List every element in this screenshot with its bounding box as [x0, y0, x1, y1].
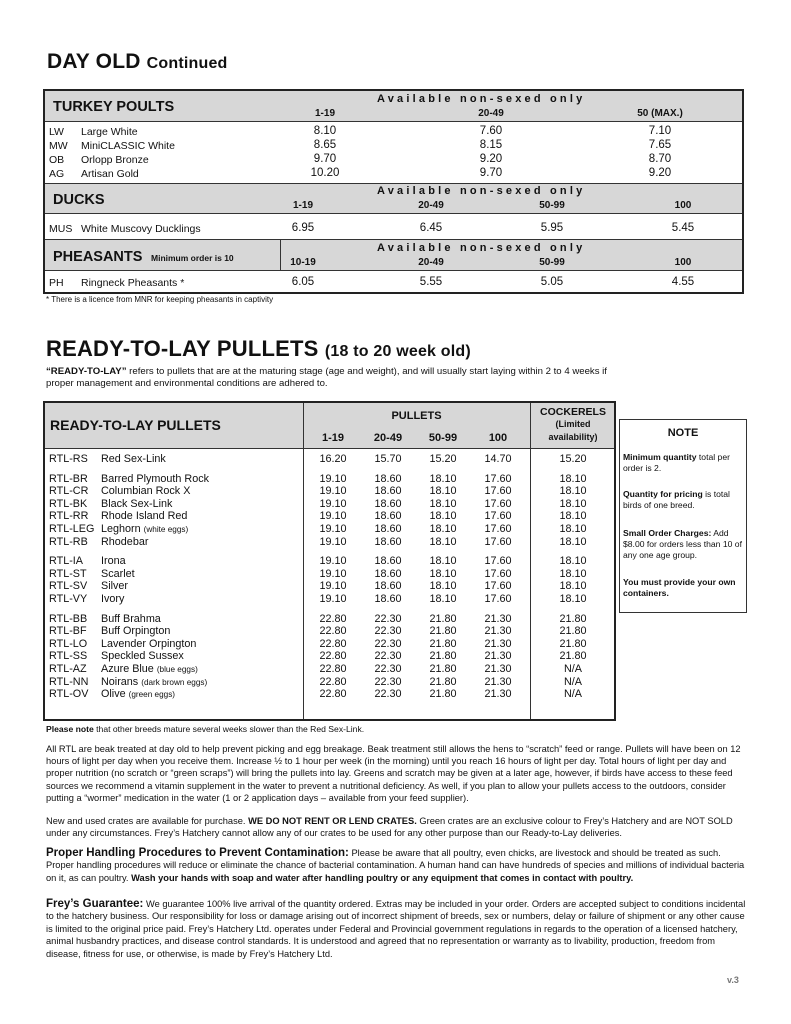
rtl-title-main: READY-TO-LAY PULLETS — [46, 336, 319, 361]
rtl-breed-name: Barred Plymouth Rock — [101, 472, 210, 485]
guarantee-title: Frey’s Guarantee: — [46, 898, 144, 910]
rtl-breed — [101, 555, 126, 567]
cockerels-label: COCKERELS — [540, 406, 606, 418]
rtl-breed — [101, 650, 184, 662]
price-cell: 17.60 — [484, 497, 512, 510]
rtl-row — [45, 510, 614, 523]
cockerel-price-cell: 18.10 — [559, 593, 587, 605]
price-cell: 21.30 — [484, 637, 512, 650]
price-cell: 17.60 — [484, 535, 512, 548]
rtl-code: RTL-VY — [49, 593, 88, 605]
price-cell: 22.30 — [374, 637, 402, 650]
price-cell: 22.30 — [374, 625, 402, 638]
price-cell: 19.10 — [319, 485, 347, 498]
rtl-code: RTL-SS — [49, 650, 88, 663]
rtl-row — [45, 555, 614, 568]
price-cell: 15.70 — [374, 453, 402, 465]
row-code: MW — [49, 140, 68, 152]
guarantee-paragraph — [46, 898, 746, 960]
rtl-breed — [101, 473, 209, 485]
rtl-col-3: 50-99 — [428, 432, 458, 444]
cockerel-price-cell: 18.10 — [559, 580, 587, 593]
price-cell: 8.10 — [313, 125, 337, 137]
price-cell: 21.80 — [429, 675, 457, 688]
price-cell: 22.80 — [319, 688, 347, 701]
rtl-breed-name: Rhode Island Red — [101, 510, 188, 523]
row-name: White Muscovy Ducklings — [81, 223, 201, 235]
rtl-row — [45, 568, 614, 581]
price-cell: 17.60 — [484, 510, 512, 523]
price-cell: 19.10 — [319, 593, 347, 605]
price-cell: 8.15 — [479, 139, 503, 151]
rtl-egg-note: (white eggs) — [143, 525, 189, 534]
rtl-breed-name: Speckled Sussex — [101, 650, 184, 663]
price-cell: 19.10 — [319, 580, 347, 593]
price-cell: 21.30 — [484, 663, 512, 675]
rtl-breed-name: Scarlet — [101, 567, 135, 580]
rtl-code: RTL-IA — [49, 555, 83, 568]
price-cell: 4.55 — [671, 276, 695, 288]
rtl-title-sub: (18 to 20 week old) — [324, 343, 471, 360]
price-cell: 21.30 — [484, 650, 512, 663]
note-qty-pricing — [623, 489, 745, 511]
row-code: OB — [49, 154, 65, 166]
handling-paragraph — [46, 847, 746, 884]
price-cell: 22.30 — [374, 612, 402, 625]
cockerel-price-cell: 18.10 — [559, 523, 587, 535]
price-cell: 18.10 — [429, 510, 457, 523]
price-cell: 22.30 — [374, 688, 402, 701]
price-cell: 21.80 — [429, 612, 457, 625]
price-cell: 15.20 — [429, 453, 457, 465]
rtl-breed-name: Leghorn — [101, 523, 141, 535]
row-code: AG — [49, 168, 65, 180]
please-note-text: that other breeds mature several weeks slower than the Red Sex-Link. — [93, 724, 365, 734]
price-cell: 18.10 — [429, 580, 457, 593]
price-cell: 21.80 — [429, 625, 457, 638]
row-name: MiniCLASSIC White — [81, 140, 175, 152]
rtl-intro-bold: “READY-TO-LAY” — [46, 366, 127, 377]
price-cell: 17.60 — [484, 555, 512, 568]
cockerel-price-cell: 21.80 — [559, 625, 587, 638]
rtl-row — [45, 650, 614, 663]
price-cell: 9.70 — [479, 167, 503, 179]
rtl-code: RTL-BB — [49, 612, 88, 625]
price-cell: 18.10 — [429, 485, 457, 498]
price-cell: 21.80 — [429, 688, 457, 701]
rtl-breed — [101, 613, 161, 625]
price-cell: 22.80 — [319, 650, 347, 663]
rtl-breed — [101, 498, 172, 510]
price-cell: 7.60 — [479, 125, 503, 137]
turkey-banner: Available non-sexed only — [377, 93, 586, 105]
rtl-breed-name: Rhodebar — [101, 535, 149, 548]
rtl-row — [45, 580, 614, 593]
row-name: Large White — [81, 126, 138, 138]
rtl-breed — [101, 676, 207, 688]
cockerel-price-cell: 21.80 — [559, 650, 587, 663]
rtl-row — [45, 536, 614, 549]
price-cell: 21.80 — [429, 637, 457, 650]
pullets-label: PULLETS — [391, 410, 442, 422]
note-title: NOTE — [667, 427, 699, 439]
note-min-qty-bold: Minimum quantity — [623, 452, 697, 462]
pheasants-banner: Available non-sexed only — [377, 242, 586, 254]
rtl-breed-name: Olive — [101, 688, 126, 701]
price-cell: 9.20 — [479, 153, 503, 165]
cockerel-price-cell: 18.10 — [559, 510, 587, 523]
rtl-intro-text: refers to pullets that are at the maturing stage (age and weight), and will usually start laying within 2 to 4 weeks if proper management and environmental conditions are adhered to. — [46, 366, 607, 390]
rtl-code: RTL-OV — [49, 688, 89, 701]
ducks-col-3: 50-99 — [539, 200, 565, 211]
rtl-please-note — [46, 724, 364, 734]
rtl-col-2: 20-49 — [373, 432, 403, 444]
pheasants-title: PHEASANTS — [53, 249, 143, 265]
rtl-breed-name: Ivory — [101, 593, 125, 605]
price-cell: 17.60 — [484, 523, 512, 535]
rtl-row — [45, 473, 614, 486]
rtl-row — [45, 485, 614, 498]
rtl-row — [45, 613, 614, 626]
price-cell: 5.55 — [419, 276, 443, 288]
turkey-col-3: 50 (MAX.) — [637, 108, 683, 119]
price-cell: 17.60 — [484, 472, 512, 485]
price-cell: 18.60 — [374, 555, 402, 568]
note-small-order-text: Add $8.00 for orders less than 10 of any one age group. — [623, 528, 742, 560]
cockerels-label-2: (Limited — [555, 419, 591, 429]
rtl-breed-name: Silver — [101, 580, 128, 593]
rtl-row — [45, 593, 614, 606]
rtl-breed — [101, 663, 198, 675]
rtl-code: RTL-RB — [49, 535, 88, 548]
rtl-col-4: 100 — [488, 432, 508, 444]
rtl-row — [45, 663, 614, 676]
note-box — [619, 419, 747, 613]
page-title-main: DAY OLD — [47, 50, 141, 73]
price-cell: 21.80 — [429, 650, 457, 663]
price-cell: 5.45 — [671, 222, 695, 234]
ducks-banner: Available non-sexed only — [377, 185, 586, 197]
rtl-breed — [101, 625, 170, 637]
row-name: Orlopp Bronze — [81, 154, 149, 166]
rtl-breed — [101, 485, 190, 497]
price-cell: 6.45 — [419, 222, 443, 234]
price-cell: 18.10 — [429, 567, 457, 580]
price-cell: 18.60 — [374, 567, 402, 580]
rtl-code: RTL-BF — [49, 625, 87, 638]
rtl-code: RTL-AZ — [49, 663, 87, 675]
price-cell: 22.80 — [319, 625, 347, 638]
rtl-breed-name: Columbian Rock X — [101, 485, 191, 498]
price-cell: 17.60 — [484, 485, 512, 498]
cockerel-price-cell: N/A — [564, 675, 582, 688]
price-cell: 6.05 — [291, 276, 315, 288]
rtl-breed — [101, 453, 166, 465]
rtl-code: RTL-NN — [49, 675, 89, 688]
price-cell: 6.95 — [291, 222, 315, 234]
guarantee-text: We guarantee 100% live arrival of the quantity ordered. Extras may be included in your order. Orders are accepted subject to conditions incidental to the hatchery business. Our responsibility for loss or damage arising out of incorrect shipment of breeds, sex or numbers, delay or failure of shipment or any other cause is limited to the original price paid. Frey’s Hatchery Ltd. operates under Federal and Provincial government regulations in regards to the operation of a licensed hatchery, animal husbandry practices, and disease control standards. It is understood and agreed that no representation or warranty as to livability, production, freedom from disease, fitness for use, or otherwise, is made by Frey’s Hatchery Ltd. — [46, 899, 746, 959]
note-qty-pricing-bold: Quantity for pricing — [623, 489, 703, 499]
price-cell: 14.70 — [484, 453, 512, 465]
rtl-intro — [46, 366, 626, 391]
page-title-sub: Continued — [146, 55, 228, 72]
handling-bold: Wash your hands with soap and water after handling poultry or any equipment that comes in contact with poultry. — [131, 872, 634, 883]
rtl-breed — [101, 593, 124, 605]
cockerel-price-cell: 18.10 — [559, 567, 587, 580]
version-label: v.3 — [727, 975, 739, 985]
price-cell: 18.60 — [374, 580, 402, 593]
note-small-order-bold: Small Order Charges: — [623, 528, 712, 538]
ducks-col-2: 20-49 — [418, 200, 444, 211]
price-cell: 7.65 — [648, 139, 672, 151]
price-cell: 5.05 — [540, 276, 564, 288]
cockerel-price-cell: N/A — [564, 663, 582, 675]
price-cell: 18.60 — [374, 472, 402, 485]
turkey-title: TURKEY POULTS — [53, 99, 175, 115]
price-cell: 18.10 — [429, 593, 457, 605]
rtl-col-1: 1-19 — [321, 432, 345, 444]
rtl-row — [45, 676, 614, 689]
cockerels-label-3: availability) — [548, 432, 598, 442]
cockerel-price-cell: 18.10 — [559, 472, 587, 485]
note-containers: You must provide your own containers. — [623, 577, 736, 598]
pheasants-min-note: Minimum order is 10 — [151, 253, 234, 263]
rtl-breed — [101, 688, 175, 700]
rtl-row — [45, 523, 614, 536]
rtl-breed — [101, 536, 148, 548]
pheasants-col-1: 10-19 — [290, 257, 316, 268]
price-cell: 18.60 — [374, 497, 402, 510]
crates-bold: WE DO NOT RENT OR LEND CRATES. — [248, 816, 417, 826]
rtl-breed — [101, 523, 188, 535]
price-cell: 22.80 — [319, 612, 347, 625]
price-cell: 19.10 — [319, 523, 347, 535]
rtl-breed — [101, 580, 128, 592]
price-cell: 8.70 — [648, 153, 672, 165]
price-cell: 21.30 — [484, 625, 512, 638]
price-cell: 10.20 — [310, 167, 340, 179]
rtl-code: RTL-ST — [49, 567, 87, 580]
price-cell: 18.10 — [429, 555, 457, 568]
rtl-breed-name: Azure Blue — [101, 663, 154, 675]
rtl-row — [45, 688, 614, 701]
rtl-breed-name: Buff Orpington — [101, 625, 171, 638]
price-cell: 22.80 — [319, 675, 347, 688]
price-cell: 18.60 — [374, 535, 402, 548]
price-cell: 19.10 — [319, 535, 347, 548]
rtl-row — [45, 638, 614, 651]
row-name: Artisan Gold — [81, 168, 139, 180]
price-cell: 18.60 — [374, 523, 402, 535]
price-cell: 18.10 — [429, 472, 457, 485]
price-cell: 22.80 — [319, 637, 347, 650]
rtl-code: RTL-RS — [49, 453, 88, 465]
turkey-col-2: 20-49 — [478, 108, 504, 119]
price-cell: 18.60 — [374, 485, 402, 498]
cockerel-price-cell: 18.10 — [559, 535, 587, 548]
cockerel-price-cell: 15.20 — [559, 453, 587, 465]
price-cell: 19.10 — [319, 497, 347, 510]
cockerel-price-cell: 21.80 — [559, 637, 587, 650]
rtl-code: RTL-RR — [49, 510, 89, 523]
price-cell: 22.80 — [319, 663, 347, 675]
rtl-breed-name: Black Sex-Link — [101, 497, 173, 510]
ducks-title: DUCKS — [53, 192, 105, 208]
rtl-code: RTL-BK — [49, 497, 88, 510]
crates-paragraph — [46, 815, 746, 839]
cockerel-price-cell: 21.80 — [559, 612, 587, 625]
price-cell: 19.10 — [319, 510, 347, 523]
note-min-qty-text: total per order is 2. — [623, 452, 730, 473]
day-old-table — [43, 89, 744, 294]
price-cell: 18.10 — [429, 523, 457, 535]
pheasants-col-3: 50-99 — [539, 257, 565, 268]
row-code: LW — [49, 126, 64, 138]
price-cell: 22.30 — [374, 663, 402, 675]
turkey-col-1: 1-19 — [314, 108, 335, 119]
pheasants-col-4: 100 — [674, 257, 692, 268]
price-cell: 16.20 — [319, 453, 347, 465]
beak-paragraph: All RTL are beak treated at day old to help prevent picking and egg breakage. Beak treatment still allows the hens to “scratch” feed or range. Pullets will have been on 12 hours of light per day when you receive them. Increase ½ to 1 hour per week (in the morning) until you reach 16 hours of light per day. Total hours of light per day and proper nutrition (no scratch or “green scraps”) will bring the pullets into lay. Greens and scratch may be given at a later age, however, if birds have access to these feed sources we recommend a vitamin supplement in the water to prevent a nutritional deficiency. As well, if you plan to allow your pullets access to the outdoors, consider putting a “wormer” medication in the water (1 or 2 application days – available from your feed supplier). — [46, 744, 741, 803]
cockerel-price-cell: N/A — [564, 688, 582, 701]
price-cell: 18.10 — [429, 535, 457, 548]
page-title — [47, 50, 228, 74]
price-cell: 9.20 — [648, 167, 672, 179]
price-cell: 17.60 — [484, 567, 512, 580]
rtl-code: RTL-BR — [49, 472, 88, 485]
rtl-table-title: READY-TO-LAY PULLETS — [50, 417, 221, 433]
rtl-breed — [101, 510, 187, 522]
price-cell: 18.60 — [374, 510, 402, 523]
crates-text-1: New and used crates are available for purchase. — [46, 816, 249, 826]
price-cell: 21.30 — [484, 675, 512, 688]
rtl-breed — [101, 568, 135, 580]
price-cell: 8.65 — [313, 139, 337, 151]
rtl-breed-name: Buff Brahma — [101, 612, 161, 625]
price-cell: 17.60 — [484, 580, 512, 593]
ducks-col-1: 1-19 — [292, 200, 313, 211]
pheasants-col-2: 20-49 — [418, 257, 444, 268]
price-cell: 5.95 — [540, 222, 564, 234]
price-cell: 21.30 — [484, 688, 512, 701]
rtl-egg-note: (blue eggs) — [156, 665, 198, 674]
price-cell: 22.30 — [374, 650, 402, 663]
rtl-breed — [101, 638, 196, 650]
please-note-bold: Please note — [46, 724, 94, 734]
cockerel-price-cell: 18.10 — [559, 497, 587, 510]
price-cell: 22.30 — [374, 675, 402, 688]
pheasants-footnote: * There is a licence from MNR for keeping pheasants in captivity — [46, 295, 274, 304]
rtl-code: RTL-LO — [49, 637, 88, 650]
price-cell: 19.10 — [319, 472, 347, 485]
note-min-qty — [623, 452, 745, 474]
crates-text-2: Green crates are an exclusive colour to Frey’s Hatchery and are NOT SOLD under any circumstances. Frey’s Hatchery cannot allow any of our crates to be used for any other purpose than our Ready-to-Lay deliveries. — [46, 816, 733, 839]
price-cell: 18.10 — [429, 497, 457, 510]
ducks-col-4: 100 — [674, 200, 692, 211]
cockerel-price-cell: 18.10 — [559, 555, 587, 568]
rtl-code: RTL-CR — [49, 485, 89, 498]
rtl-title — [46, 336, 471, 362]
rtl-code: RTL-LEG — [49, 523, 95, 535]
note-qty-pricing-text: is total birds of one breed. — [623, 489, 730, 510]
rtl-row — [45, 625, 614, 638]
rtl-breed-name: Irona — [101, 555, 126, 568]
handling-title: Proper Handling Procedures to Prevent Contamination: — [46, 847, 349, 859]
rtl-breed-name: Noirans — [101, 675, 139, 688]
rtl-code: RTL-SV — [49, 580, 88, 593]
row-code: MUS — [49, 223, 73, 235]
handling-text: Please be aware that all poultry, even chicks, are livestock and should be treated as such. Proper handling procedures will reduce or eliminate the chance of bacterial contamination. A human hand can have hundreds of species and millions of individual bacteria on it, as can poultry. — [46, 848, 745, 883]
price-cell: 17.60 — [484, 593, 512, 605]
price-cell: 21.80 — [429, 663, 457, 675]
row-code: PH — [49, 277, 64, 289]
price-cell: 19.10 — [319, 567, 347, 580]
cockerel-price-cell: 18.10 — [559, 485, 587, 498]
rtl-egg-note: (green eggs) — [128, 690, 176, 700]
rtl-row — [45, 453, 614, 466]
row-name: Ringneck Pheasants * — [81, 277, 185, 289]
rtl-table — [43, 401, 616, 721]
rtl-egg-note: (dark brown eggs) — [141, 677, 208, 687]
rtl-row — [45, 498, 614, 511]
price-cell: 9.70 — [313, 153, 337, 165]
divider — [280, 240, 281, 271]
note-small-order — [623, 528, 745, 561]
rtl-breed-name: Lavender Orpington — [101, 637, 197, 650]
price-cell: 21.30 — [484, 612, 512, 625]
price-cell: 19.10 — [319, 555, 347, 568]
price-cell: 7.10 — [648, 125, 672, 137]
rtl-breed-name: Red Sex-Link — [101, 453, 166, 465]
price-cell: 18.60 — [374, 593, 402, 605]
